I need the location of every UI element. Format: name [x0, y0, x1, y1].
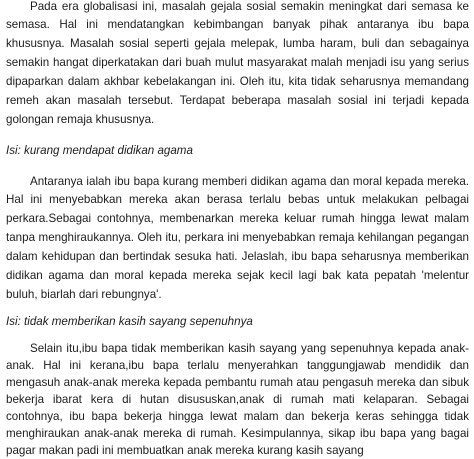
section-heading-1: Isi: kurang mendapat didikan agama	[6, 144, 193, 157]
paragraph-3-line-2: anak. Hal ini kerana,ibu bapa terlalu menyerahkan tanggungjawab mendidik dan	[6, 359, 469, 372]
paragraph-2-line-5: dalam kehidupan dan bertindak sesuka hati. Jelaslah, ibu bapa seharusnya memberikan	[6, 250, 469, 263]
paragraph-2-line-1: Antaranya ialah ibu bapa kurang memberi didikan agama dan moral kepada mereka.	[30, 175, 469, 188]
paragraph-1-line-1: Pada era globalisasi ini, masalah gejala sosial semakin meningkat dari semasa ke	[30, 0, 469, 13]
paragraph-3-line-1: Selain itu,ibu bapa tidak memberikan kasih sayang yang sepenuhnya kepada anak-	[30, 342, 469, 355]
section-heading-2: Isi: tidak memberikan kasih sayang sepenuhnya	[6, 315, 253, 328]
paragraph-1-line-6: remeh akan masalah tersebut. Terdapat beberapa masalah sosial ini terjadi kepada	[6, 94, 469, 107]
paragraph-3-line-3: mengasuh anak-anak mereka kepada pembantu rumah atau pengasuh mereka dan sibuk	[6, 376, 469, 389]
paragraph-3-line-4: bekerja ibarat kera di hutan disususkan,anak di rumah mati kelaparan. Sebagai	[6, 393, 469, 406]
paragraph-3-line-5: contohnya, ibu bapa bekerja hingga lewat malam dan bekerja keras sehingga tidak	[6, 410, 469, 423]
paragraph-1-line-4: semakin hangat diperkatakan dari buah mulut masyarakat malah menjadi isu yang serius	[6, 56, 469, 69]
paragraph-1-line-3: khususnya. Masalah sosial seperti gejala melepak, lumba haram, buli dan sebagainya	[6, 37, 469, 50]
paragraph-3-line-7: pagar makan padi ini membuatkan anak mereka kurang kasih sayang	[6, 444, 364, 457]
paragraph-2-line-6: didikan agama dan moral kepada mereka sejak kecil lagi bak kata pepatah 'melentur	[6, 269, 469, 282]
paragraph-1-line-5: dipaparkan dalam akhbar kebelakangan ini. Oleh itu, kita tidak seharusnya memandang	[6, 75, 469, 88]
paragraph-1-line-7: golongan remaja khususnya.	[6, 113, 155, 126]
paragraph-2-line-3: perkara.Sebagai contohnya, membenarkan mereka keluar rumah hingga lewat malam	[6, 212, 469, 225]
paragraph-2-line-4: tanpa menghiraukannya. Oleh itu, perkara ini menyebabkan remaja kehilangan pegangan	[6, 231, 469, 244]
paragraph-1-line-2: semasa. Hal ini mendatangkan kebimbangan banyak pihak antaranya ibu bapa	[6, 18, 469, 31]
paragraph-2-line-7: buluh, biarlah dari rebungnya'.	[6, 288, 162, 301]
paragraph-3-line-6: menghiraukan anak-anak mereka di rumah. Kesimpulannya, sikap ibu bapa yang bagai	[6, 427, 469, 440]
paragraph-2-line-2: Hal ini menyebabkan mereka akan berasa terlalu bebas untuk melakukan pelbagai	[6, 193, 469, 206]
